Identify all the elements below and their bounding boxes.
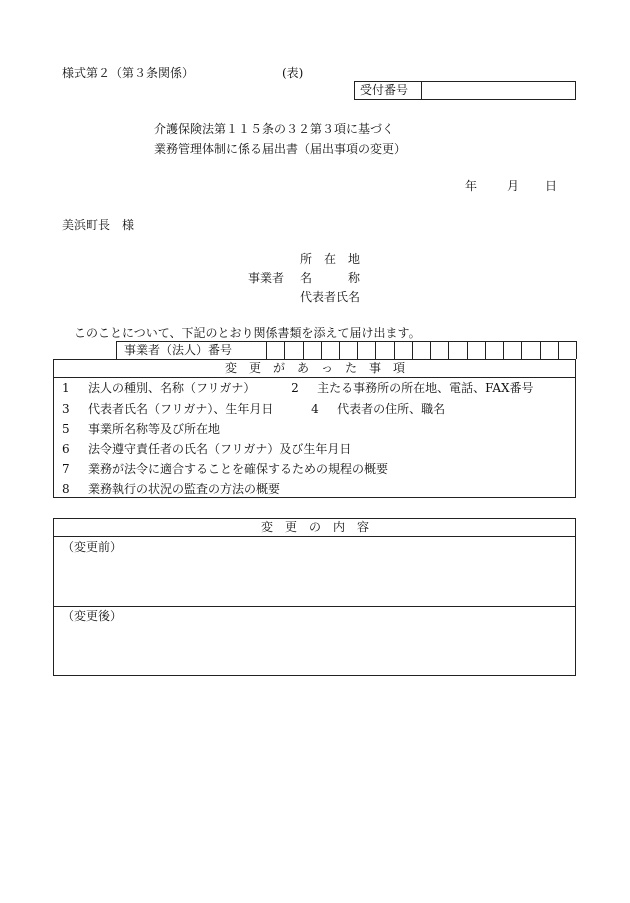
digit-cell-divider — [284, 341, 285, 359]
after-change-label: （変更後） — [62, 609, 123, 623]
item-checkbox-text[interactable]: 主たる事務所の所在地、電話、FAX番号 — [317, 381, 534, 395]
item-number: 8 — [62, 482, 70, 496]
digit-cell-divider — [448, 341, 449, 359]
digit-cell-divider — [412, 341, 413, 359]
addressee: 美浜町長 様 — [62, 218, 135, 232]
digit-cell-divider — [485, 341, 486, 359]
changed-item-row — [62, 402, 445, 417]
item-number: 3 — [62, 402, 70, 416]
item-number: 4 — [311, 402, 319, 416]
item-checkbox-text[interactable]: 代表者氏名（フリガナ）、生年月日 — [88, 402, 274, 416]
item-checkbox-text[interactable]: 法令遵守責任者の氏名（フリガナ）及び生年月日 — [88, 442, 352, 456]
date-day: 日 — [545, 179, 558, 193]
item-number: 6 — [62, 442, 70, 456]
receipt-number-label: 受付番号 — [360, 83, 409, 97]
business-number-label: 事業者（法人）番号 — [124, 343, 233, 357]
intro-text: このことについて、下記のとおり関係書類を添えて届け出ます。 — [74, 326, 421, 340]
item-checkbox-text[interactable]: 業務が法令に適合することを確保するための規程の概要 — [88, 462, 389, 476]
item-checkbox-text[interactable]: 業務執行の状況の監査の方法の概要 — [88, 482, 281, 496]
name-label: 名 称 — [300, 271, 361, 285]
item-checkbox-text[interactable]: 代表者の住所、職名 — [337, 402, 446, 416]
item-number: 7 — [62, 462, 70, 476]
digit-cell-divider — [467, 341, 468, 359]
form-number: 様式第２（第３条関係） — [62, 66, 195, 80]
before-change-field[interactable] — [55, 556, 574, 604]
address-label: 所 在 地 — [300, 252, 361, 266]
change-content-header: 変 更 の 内 容 — [260, 520, 369, 534]
digit-cell-divider — [339, 341, 340, 359]
item-checkbox-text[interactable]: 事業所名称等及び所在地 — [88, 422, 221, 436]
date-month: 月 — [507, 179, 520, 193]
title-line-2: 業務管理体制に係る届出書（届出事項の変更） — [154, 142, 407, 156]
applicant-group-label: 事業者 — [248, 271, 285, 285]
date-year: 年 — [465, 179, 478, 193]
changed-item-row — [62, 462, 388, 477]
item-number: 5 — [62, 422, 70, 436]
digit-cell-divider — [576, 341, 577, 359]
title-line-1: 介護保険法第１１５条の３２第３項に基づく — [154, 122, 395, 136]
digit-cell-divider — [321, 341, 322, 359]
digit-cell-divider — [303, 341, 304, 359]
digit-cell-divider — [394, 341, 395, 359]
changed-item-row — [62, 422, 220, 437]
item-checkbox-text[interactable]: 法人の種別、名称（フリガナ） — [88, 381, 256, 395]
digit-cell-divider — [540, 341, 541, 359]
digit-cell-divider — [558, 341, 559, 359]
receipt-number-box — [354, 81, 576, 100]
digit-cell-divider — [430, 341, 431, 359]
after-change-field[interactable] — [55, 625, 574, 673]
item-number: 1 — [62, 381, 70, 395]
digit-cell-divider — [503, 341, 504, 359]
form-face-label: (表) — [282, 66, 304, 80]
before-change-label: （変更前） — [62, 540, 123, 554]
digit-cell-divider — [521, 341, 522, 359]
changed-items-header: 変 更 が あ っ た 事 項 — [224, 361, 405, 375]
digit-cell-divider — [357, 341, 358, 359]
item-number: 2 — [291, 381, 299, 395]
changed-item-row — [62, 442, 351, 457]
representative-label: 代表者氏名 — [300, 290, 361, 304]
changed-item-row — [62, 381, 534, 396]
changed-item-row — [62, 482, 280, 497]
digit-cell-divider — [375, 341, 376, 359]
digit-cell-divider — [266, 341, 267, 359]
